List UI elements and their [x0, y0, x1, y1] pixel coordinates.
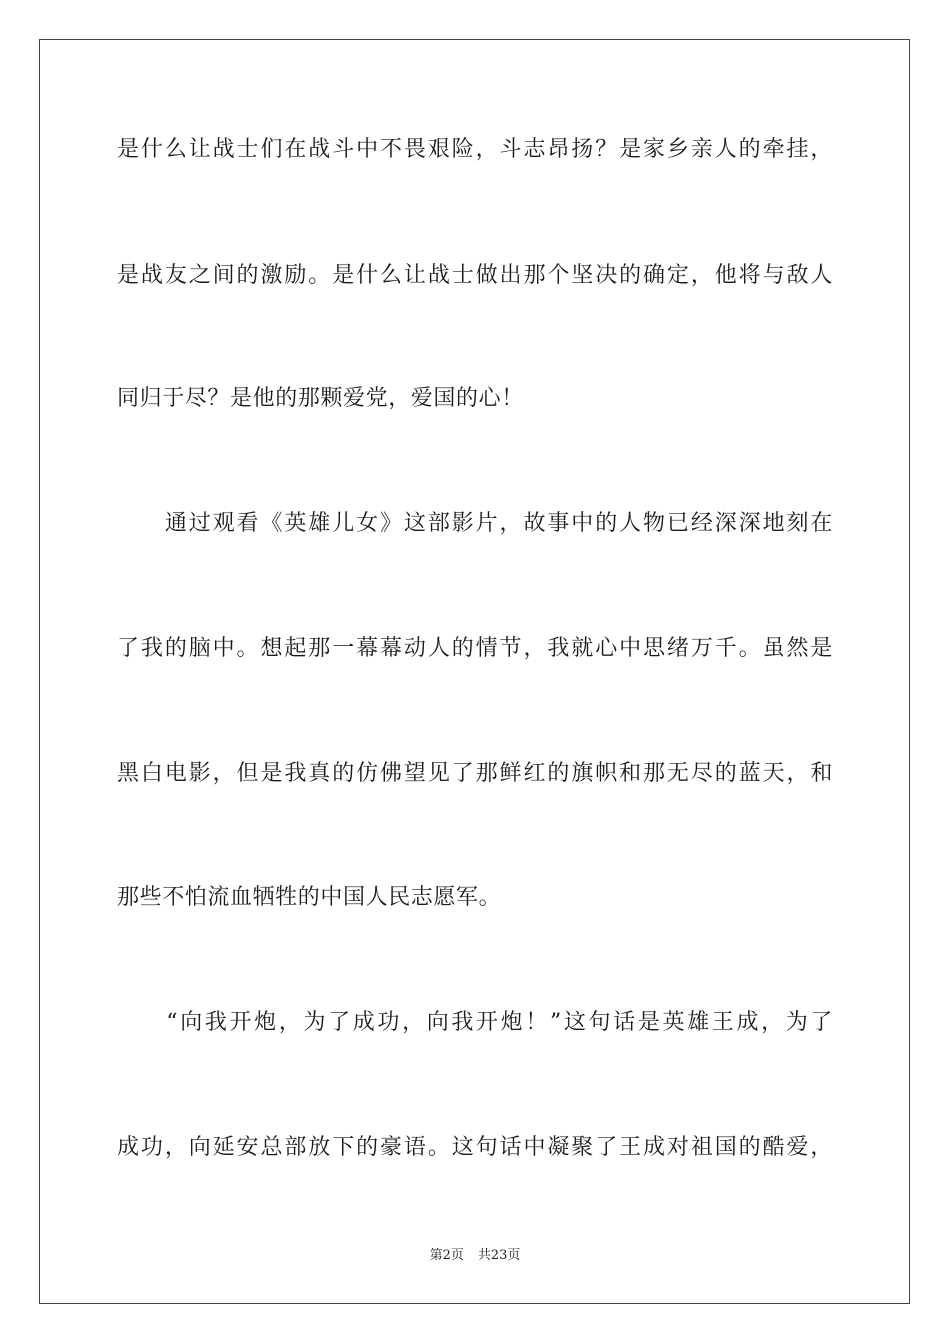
page-border: [39, 39, 910, 1304]
text-line: 是什么让战士们在战斗中不畏艰险，斗志昂扬？是家乡亲人的牵挂，: [117, 137, 833, 162]
page-number: 第2页: [429, 1248, 464, 1263]
paragraph-first-line: 通过观看《英雄儿女》这部影片，故事中的人物已经深深地刻在: [117, 511, 833, 536]
page-total: 共23页: [477, 1248, 521, 1263]
text-line: 同归于尽？是他的那颗爱党，爱国的心！: [117, 386, 524, 411]
text-line: 成功，向延安总部放下的豪语。这句话中凝聚了王成对祖国的酷爱，: [117, 1135, 833, 1160]
text-line: 那些不怕流血牺牲的中国人民志愿军。: [117, 885, 502, 910]
paragraph-first-line: “向我开炮，为了成功，向我开炮！”这句话是英雄王成，为了: [117, 1010, 833, 1035]
text-line: 是战友之间的激励。是什么让战士做出那个坚决的确定，他将与敌人: [117, 263, 833, 288]
text-line: 黑白电影，但是我真的仿佛望见了那鲜红的旗帜和那无尽的蓝天，和: [117, 761, 833, 786]
page-footer: [0, 1247, 950, 1265]
text-line: 了我的脑中。想起那一幕幕动人的情节，我就心中思绪万千。虽然是: [117, 636, 833, 661]
